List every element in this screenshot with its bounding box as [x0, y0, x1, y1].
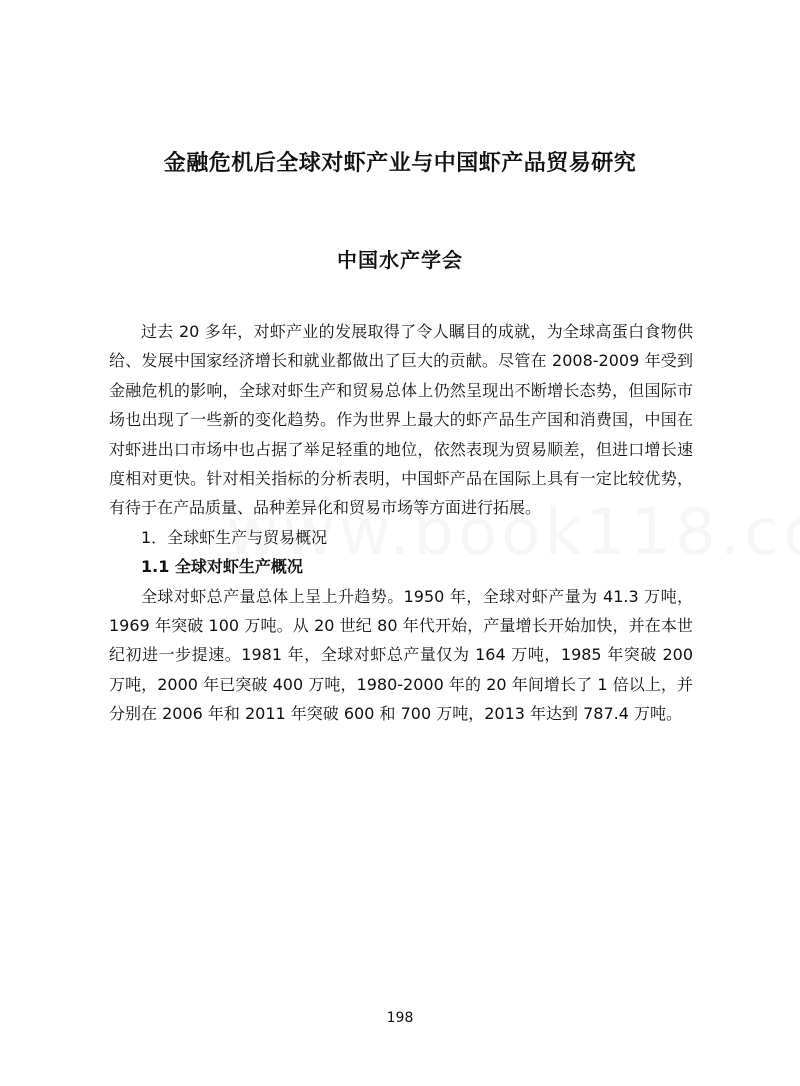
section-heading: 1．全球虾生产与贸易概况 — [141, 527, 328, 547]
page-number: 198 — [386, 1010, 414, 1026]
subsection-heading: 1.1 全球对虾生产概况 — [141, 557, 303, 577]
section-paragraph: 全球对虾总产量总体上呈上升趋势。1950 年，全球对虾产量为 41.3 万吨，1969 年突破 100 万吨。从 20 世纪 80 年代开始，产量增长开始加快，并在本世纪初进一步提速。1981 年，全球对虾总产量仅为 164 万吨，1985 年突破 200 万吨，2000 年已突破 400 万吨，1980-2000 年的 20 年间增长了 1 倍以上，并分别在 2006 年和 2011 年突破 600 和 700 万吨，2013 年达到 787.4 万吨。 — [109, 586, 693, 724]
document-title: 金融危机后全球对虾产业与中国虾产品贸易研究 — [163, 151, 637, 176]
document-author: 中国水产学会 — [337, 248, 463, 272]
body-text — [109, 317, 693, 729]
intro-paragraph: 过去 20 多年，对虾产业的发展取得了令人瞩目的成就，为全球高蛋白食物供给、发展中国家经济增长和就业都做出了巨大的贡献。尽管在 2008-2009 年受到金融危机的影响，全球对虾生产和贸易总体上仍然呈现出不断增长态势，但国际市场也出现了一些新的变化趋势。作为世界上最大的虾产品生产国和消费国，中国在对虾进出口市场中也占据了举足轻重的地位，依然表现为贸易顺差，但进口增长速度相对更快。针对相关指标的分析表明，中国虾产品在国际上具有一定比较优势，有待于在产品质量、品种差异化和贸易市场等方面进行拓展。 — [109, 322, 693, 518]
